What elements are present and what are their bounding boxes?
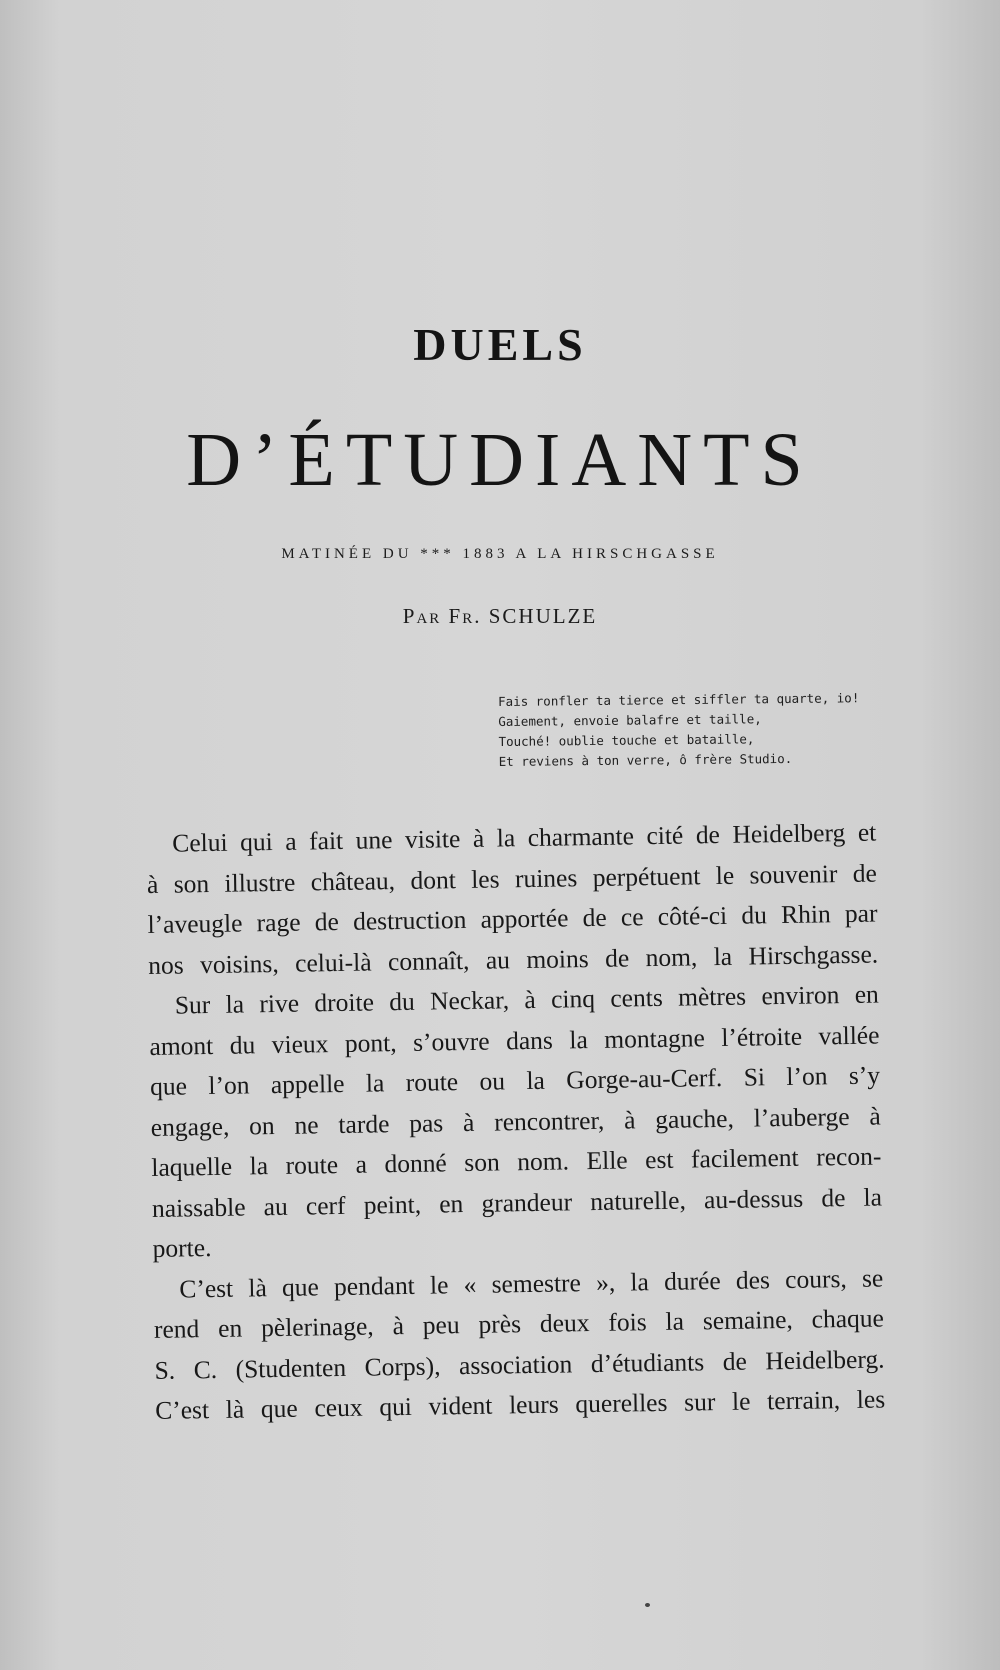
body-line: rend en pèlerinage, à peu près deux fois la semaine, chaque [153, 1303, 885, 1344]
body-line: C’est là que pendant le « semestre », la durée des cours, se [179, 1262, 884, 1304]
body-line: engage, on ne tarde pas à rencontrer, à gauche, l’auberge à [150, 1100, 881, 1142]
epigraph-line: Et reviens à ton verre, ô frère Studio. [498, 750, 793, 769]
body-line: porte. [152, 1233, 212, 1263]
body-line: Celui qui a fait une visite à la charmante cité de Heidelberg et [172, 817, 877, 858]
subtitle: MATINÉE DU *** 1883 A LA HIRSCHGASSE [281, 546, 719, 562]
epigraph-line: Touché! oublie touche et bataille, [498, 731, 755, 749]
epigraph-line: Gaiement, envoie balafre et taille, [498, 711, 762, 729]
body-line: laquelle la route a donné son nom. Elle est facilement recon- [151, 1141, 882, 1182]
epigraph-line: Fais ronfler ta tierce et siffler ta quarte, io! [498, 690, 860, 709]
body-line: C’est là que ceux qui vident leurs querelles sur le terrain, les [154, 1384, 886, 1425]
byline-author: SCHULZE [488, 604, 598, 628]
body-line: Sur la rive droite du Neckar, à cinq cents mètres environ en [174, 979, 879, 1020]
byline-prefix: Par Fr. [402, 604, 482, 628]
body-line: S. C. (Studenten Corps), association d’étudiants de Heidelberg. [154, 1343, 885, 1385]
body-line: à son illustre château, dont les ruines perpétuent le souvenir de [146, 858, 878, 899]
body-line: amont du vieux pont, s’ouvre dans la montagne l’étroite vallée [149, 1020, 880, 1061]
body-line: nos voisins, celui-là connaît, au moins de nom, la Hirschgasse. [147, 939, 879, 980]
byline [0, 604, 1000, 629]
body-text [146, 813, 885, 1432]
title-line-1: DUELS [413, 319, 587, 370]
ink-speck [645, 1603, 650, 1607]
body-line: que l’on appelle la route ou la Gorge-au-Cerf. Si l’on s’y [149, 1060, 881, 1101]
body-line: l’aveugle rage de destruction apportée de ce côté-ci du Rhin par [147, 898, 878, 939]
epigraph [498, 688, 899, 772]
title-line-2: D’ÉTUDIANTS [186, 418, 814, 502]
body-line: naissable au cerf peint, en grandeur naturelle, au-dessus de la [151, 1181, 883, 1223]
